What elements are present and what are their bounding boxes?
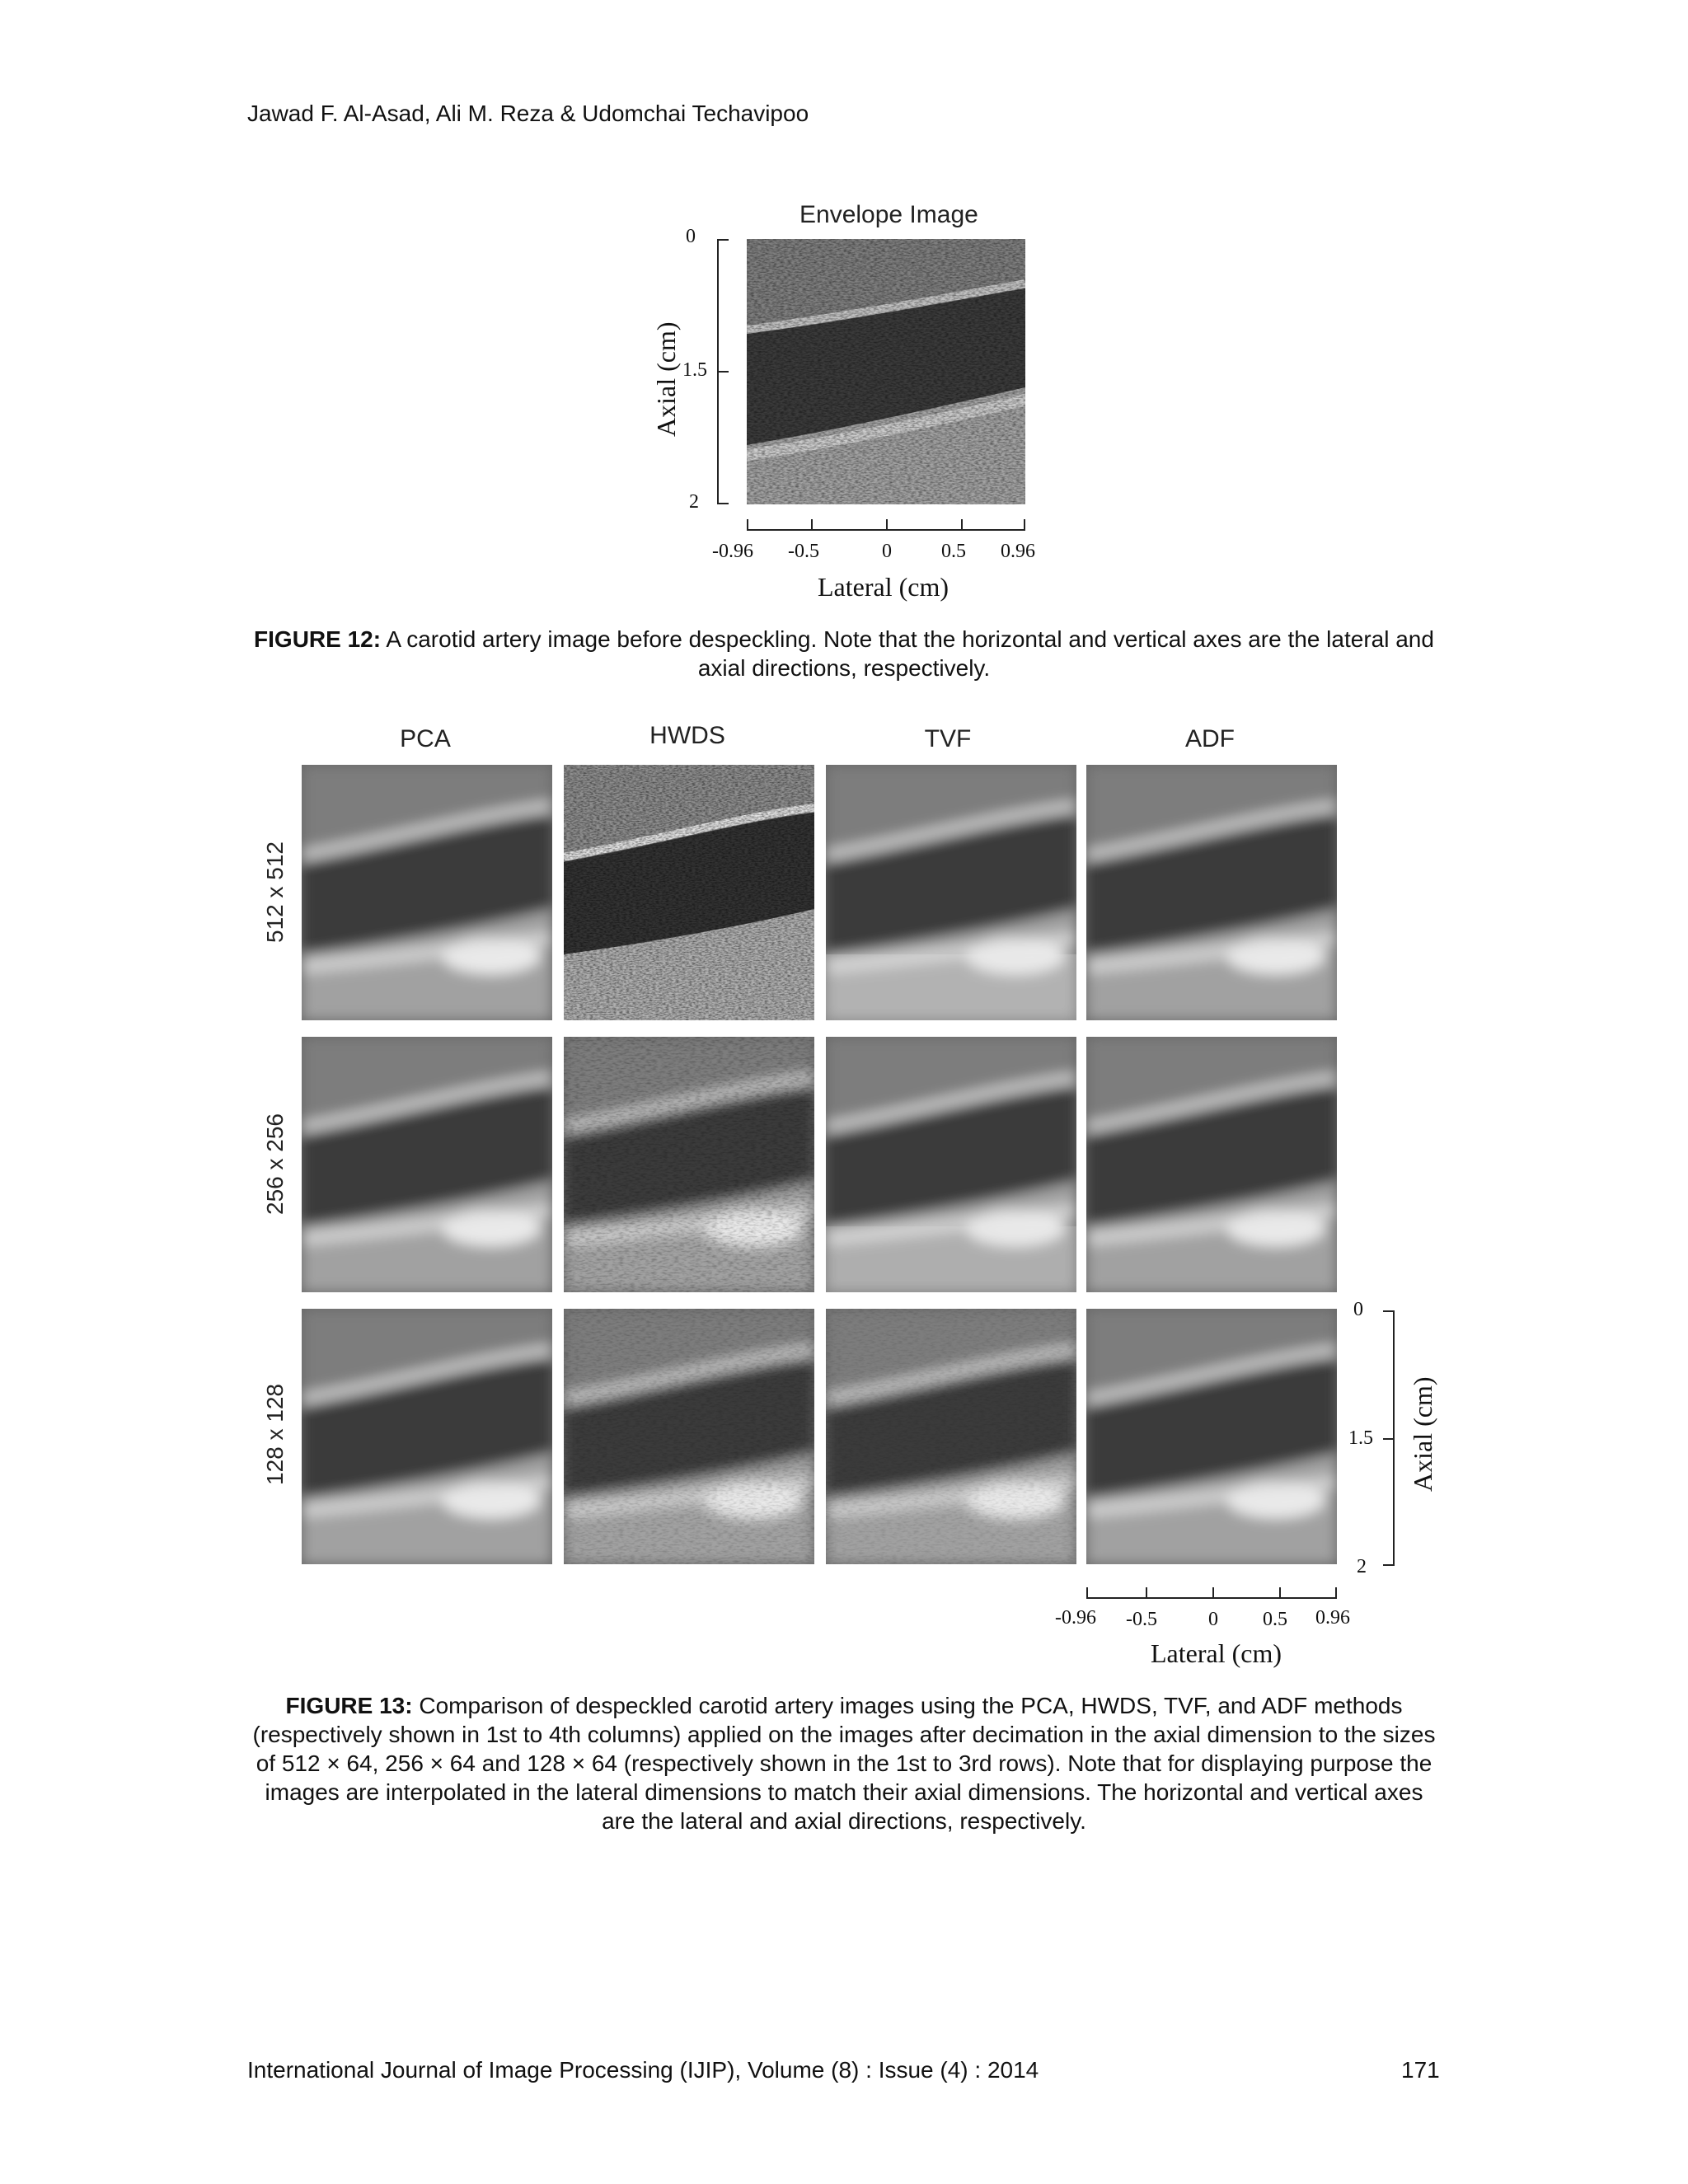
figure12-caption-text: A carotid artery image before despeckling. Note that the horizontal and vertical axes are the lateral and axial directions, respectively. <box>386 626 1434 681</box>
figure13-y-tick: 2 <box>1357 1556 1367 1577</box>
figure13-x-tick-mark <box>1086 1587 1088 1599</box>
figure13-y-tick: 0 <box>1353 1299 1363 1320</box>
figure12-y-tick-mark <box>717 239 729 241</box>
figure12-x-tick-mark <box>811 519 813 531</box>
figure12-y-tick: 0 <box>686 226 696 247</box>
figure12-x-tick: 0.5 <box>941 541 966 562</box>
figure13-y-tick: 1.5 <box>1348 1427 1373 1449</box>
figure13-x-tick-mark <box>1146 1587 1147 1599</box>
figure12-y-tick: 2 <box>689 491 699 513</box>
figure12-x-tick-mark <box>1024 519 1025 531</box>
figure13-x-tick: -0.96 <box>1055 1607 1096 1629</box>
figure13-column-title-adf: ADF <box>1185 725 1235 752</box>
figure13-panel-tvf-128 <box>826 1309 1076 1564</box>
page-number: 171 <box>1401 2057 1440 2083</box>
figure13-row-title-256: 256 x 256 <box>262 1113 288 1215</box>
figure12-title: Envelope Image <box>799 201 978 228</box>
figure13-panel-pca-128 <box>302 1309 552 1564</box>
figure13-y-tick-mark <box>1383 1564 1395 1566</box>
figure13-panel-adf-128 <box>1086 1309 1337 1564</box>
figure12-x-tick-mark <box>886 519 888 531</box>
figure13-row-title-512: 512 x 512 <box>262 841 288 943</box>
figure13-panel-adf-512 <box>1086 765 1337 1020</box>
figure13-panel-tvf-256 <box>826 1037 1076 1292</box>
figure13-panel-hwds-512 <box>564 765 814 1020</box>
figure12-x-tick-mark <box>747 519 748 531</box>
figure13-panel-adf-256 <box>1086 1037 1337 1292</box>
figure13-y-tick-mark <box>1383 1438 1395 1440</box>
figure12-caption-label: FIGURE 12: <box>254 626 382 652</box>
figure13-x-tick: 0.5 <box>1263 1609 1287 1630</box>
figure13-x-label: Lateral (cm) <box>1151 1638 1282 1668</box>
figure13-x-axis-line <box>1086 1597 1337 1599</box>
figure12-x-tick-mark <box>961 519 963 531</box>
figure13-y-label: Axial (cm) <box>1408 1376 1437 1492</box>
figure13-x-tick-mark <box>1279 1587 1281 1599</box>
figure13-x-tick: 0.96 <box>1315 1607 1350 1629</box>
figure13-x-tick: 0 <box>1208 1609 1218 1630</box>
figure12-y-tick: 1.5 <box>682 359 707 381</box>
figure13-caption <box>247 1691 1441 1835</box>
figure13-column-title-pca: PCA <box>400 725 451 752</box>
figure13-y-tick-mark <box>1383 1310 1395 1312</box>
figure12-y-tick-mark <box>717 503 729 504</box>
figure13-panel-hwds-128 <box>564 1309 814 1564</box>
figure13-x-tick-mark <box>1335 1587 1337 1599</box>
figure12-y-label: Axial (cm) <box>651 321 681 437</box>
figure12-envelope-image <box>747 239 1025 504</box>
figure12-x-tick: -0.96 <box>712 541 753 562</box>
figure13-x-tick-mark <box>1212 1587 1214 1599</box>
figure13-column-title-hwds: HWDS <box>649 722 725 749</box>
figure13-panel-pca-512 <box>302 765 552 1020</box>
figure13-panel-pca-256 <box>302 1037 552 1292</box>
figure12-y-tick-mark <box>717 371 729 373</box>
figure13-caption-text: Comparison of despeckled carotid artery images using the PCA, HWDS, TVF, and ADF methods (respectively shown in 1st to 4th columns) applied on the images after decimation in the axial dimension to the sizes of 512 × 64, 256 × 64 and 128 × 64 (respectively shown in the 1st to 3rd rows). Note that for displaying purpose the images are interpolated in the lateral dimensions to match their axial dimensions. The horizontal and vertical axes are the lateral and axial directions, respectively. <box>252 1693 1436 1834</box>
figure12-x-label: Lateral (cm) <box>818 572 949 602</box>
figure12-x-tick: 0.96 <box>1001 541 1035 562</box>
journal-footer: International Journal of Image Processing (IJIP), Volume (8) : Issue (4) : 2014 <box>247 2057 1039 2083</box>
running-header: Jawad F. Al-Asad, Ali M. Reza & Udomchai Techavipoo <box>247 101 809 126</box>
figure12-x-tick: 0 <box>882 541 892 562</box>
figure13-panel-hwds-256 <box>564 1037 814 1292</box>
figure13-column-title-tvf: TVF <box>924 725 972 752</box>
figure13-x-tick: -0.5 <box>1126 1609 1157 1630</box>
figure13-row-title-128: 128 x 128 <box>262 1384 288 1485</box>
figure13-panel-tvf-512 <box>826 765 1076 1020</box>
figure12-x-tick: -0.5 <box>788 541 819 562</box>
figure12-caption <box>247 625 1441 682</box>
figure13-caption-label: FIGURE 13: <box>285 1693 413 1718</box>
